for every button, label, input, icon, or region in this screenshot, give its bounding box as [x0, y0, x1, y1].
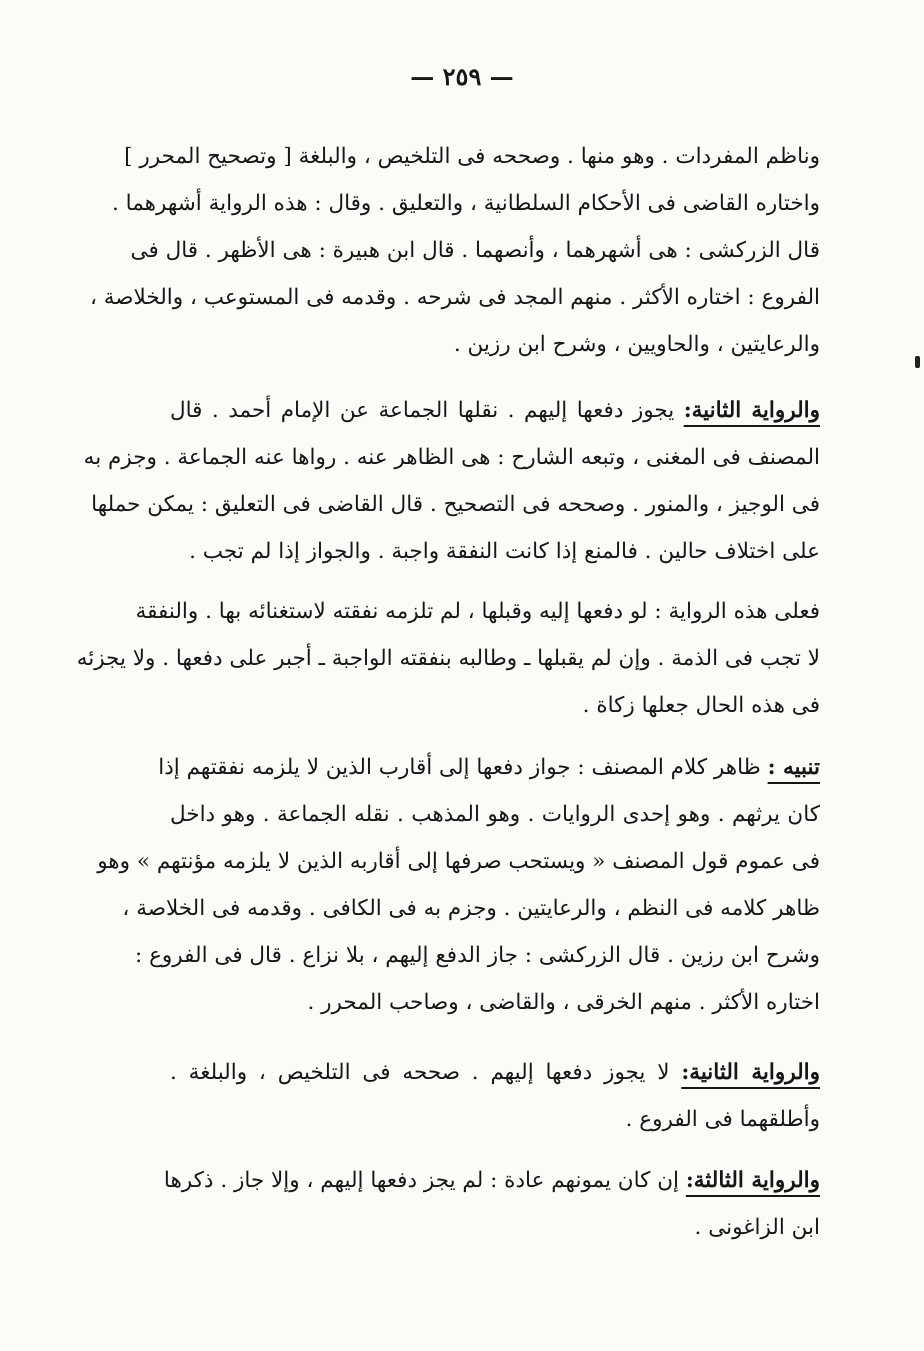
text-line: ظاهر كلامه فى النظم ، والرعايتين . وجزم به فى الكافى . وقدمه فى الخلاصة ، [122, 896, 820, 921]
text-line: والرعايتين ، والحاويين ، وشرح ابن رزين . [453, 332, 820, 357]
section-heading: تنبيه : [767, 755, 820, 780]
line-text: ظاهر كلام المصنف : جواز دفعها إلى أقارب الذين لا يلزمه نفقتهم إذا [158, 755, 768, 780]
scan-margin-mark [915, 356, 920, 368]
section-heading: والرواية الثانية: [681, 1060, 820, 1085]
paragraph-5 [170, 1049, 820, 1143]
text-line: قال الزركشى : هى أشهرهما ، وأنصهما . قال ابن هبيرة : هى الأظهر . قال فى [130, 238, 820, 263]
line-text: يجوز دفعها إليهم . نقلها الجماعة عن الإمام أحمد . قال [170, 398, 684, 423]
page-number: — ٢٥٩ — [410, 62, 514, 91]
text-line [158, 744, 820, 791]
text-line: وأطلقهما فى الفروع . [625, 1107, 820, 1132]
section-heading: والرواية الثانية: [683, 398, 820, 423]
text-line: فى عموم قول المصنف « ويستحب صرفها إلى أقاربه الذين لا يلزمه مؤنتهم » وهو [97, 849, 820, 874]
text-line: لا تجب فى الذمة . وإن لم يقبلها ـ وطالبه بنفقته الواجبة ـ أجبر على دفعها . ولا يجزئه [76, 646, 820, 671]
text-line [170, 1049, 820, 1096]
paragraph-3 [76, 588, 820, 729]
section-heading: والرواية الثالثة: [685, 1168, 820, 1193]
text-line: واختاره القاضى فى الأحكام السلطانية ، والتعليق . وقال : هذه الرواية أشهرهما . [112, 191, 820, 216]
text-line: على اختلاف حالين . فالمنع إذا كانت النفقة واجبة . والجواز إذا لم تجب . [189, 539, 820, 564]
text-line: وشرح ابن رزين . قال الزركشى : جاز الدفع إليهم ، بلا نزاع . قال فى الفروع : [135, 943, 820, 968]
text-line [170, 387, 820, 434]
text-line: اختاره الأكثر . منهم الخرقى ، والقاضى ، وصاحب المحرر . [307, 990, 820, 1015]
paragraph-4 [97, 744, 820, 1026]
paragraph-2 [83, 387, 820, 575]
paragraph-6 [163, 1157, 820, 1251]
paragraph-1 [89, 133, 820, 368]
text-line: الفروع : اختاره الأكثر . منهم المجد فى شرحه . وقدمه فى المستوعب ، والخلاصة ، [89, 285, 820, 310]
line-text: إن كان يمونهم عادة : لم يجز دفعها إليهم ، وإلا جاز . ذكرها [163, 1168, 686, 1193]
text-line: ابن الزاغونى . [694, 1215, 820, 1240]
text-line: وناظم المفردات . وهو منها . وصححه فى التلخيص ، والبلغة [ وتصحيح المحرر ] [124, 144, 820, 169]
text-line: المصنف فى المغنى ، وتبعه الشارح : هى الظاهر عنه . رواها عنه الجماعة . وجزم به [83, 445, 820, 470]
text-line [163, 1157, 820, 1204]
line-text: لا يجوز دفعها إليهم . صححه فى التلخيص ، والبلغة . [170, 1060, 682, 1085]
text-line: فى الوجيز ، والمنور . وصححه فى التصحيح . قال القاضى فى التعليق : يمكن حملها [91, 492, 820, 517]
text-line: فى هذه الحال جعلها زكاة . [582, 693, 820, 718]
text-line: فعلى هذه الرواية : لو دفعها إليه وقبلها ، لم تلزمه نفقته لاستغنائه بها . والنفقة [135, 599, 820, 624]
text-line: كان يرثهم . وهو إحدى الروايات . وهو المذهب . نقله الجماعة . وهو داخل [170, 802, 820, 827]
